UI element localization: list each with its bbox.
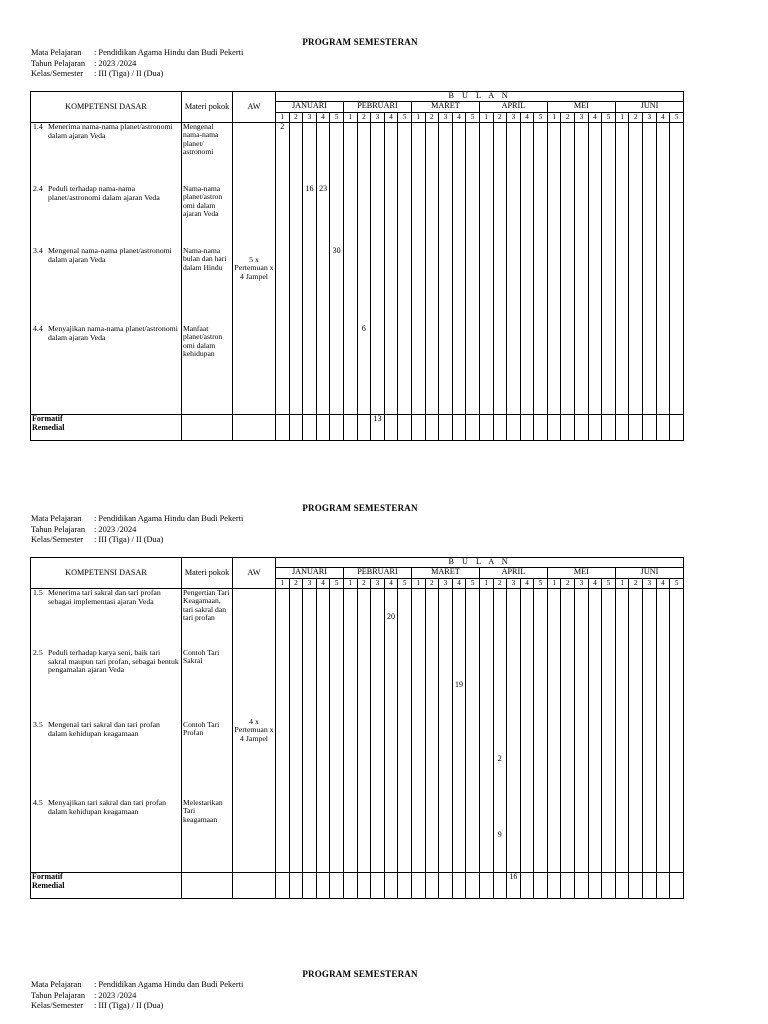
schedule-mark: 30 xyxy=(332,246,341,255)
header-aw: AW xyxy=(233,92,276,123)
week-number: 4 xyxy=(316,579,330,589)
day-cell xyxy=(588,123,602,415)
kompetensi-text: Menyajikan tari sakral dan tari profan dalam kehidupan keagamaan xyxy=(48,798,166,816)
footer-day-cell xyxy=(547,415,561,441)
week-number: 5 xyxy=(602,579,616,589)
week-number: 5 xyxy=(534,113,548,123)
meta-block xyxy=(31,48,243,80)
kompetensi-cell xyxy=(31,589,182,873)
kompetensi-text: Mengenal nama-nama planet/astronomi dalam ajaran Veda xyxy=(48,246,172,264)
footer-day-cell xyxy=(425,415,439,441)
day-cell xyxy=(357,589,371,873)
meta-key: Tahun Pelajaran xyxy=(31,58,86,68)
day-cell xyxy=(398,123,412,415)
kompetensi-number: 4.4 xyxy=(33,324,43,333)
schedule-mark: 16 xyxy=(305,184,314,193)
footer-day-cell xyxy=(343,873,357,899)
page-title: PROGRAM SEMESTERAN xyxy=(302,969,418,979)
footer-day-cell xyxy=(411,415,425,441)
week-number: 5 xyxy=(330,579,344,589)
schedule-mark: 20 xyxy=(387,612,396,621)
week-number: 2 xyxy=(561,113,575,123)
formatif-mark: 13 xyxy=(371,415,385,441)
footer-day-cell xyxy=(561,415,575,441)
kompetensi-item xyxy=(33,123,179,140)
week-number: 1 xyxy=(479,113,493,123)
day-cell xyxy=(452,589,466,873)
schedule-mark: 9 xyxy=(497,830,502,839)
remedial-label: Remedial xyxy=(32,422,65,432)
formatif-label: Formatif xyxy=(32,872,63,881)
week-number: 5 xyxy=(330,113,344,123)
footer-day-cell xyxy=(466,415,480,441)
week-number: 4 xyxy=(384,579,398,589)
week-number: 4 xyxy=(316,113,330,123)
month-header: MARET xyxy=(411,102,479,113)
day-cell xyxy=(507,589,521,873)
week-number: 4 xyxy=(520,113,534,123)
materi-item: Melestarikan Tari keagamaan xyxy=(183,798,223,824)
footer-empty xyxy=(233,415,276,441)
week-number: 1 xyxy=(343,579,357,589)
day-cell xyxy=(534,589,548,873)
materi-item: Pengertian Tari Keagamaan, tari sakral dan tari profan xyxy=(183,588,230,623)
month-header: JUNI xyxy=(615,568,683,579)
day-cell xyxy=(493,589,507,873)
week-number: 3 xyxy=(643,113,657,123)
footer-day-cell xyxy=(629,873,643,899)
week-number: 2 xyxy=(357,579,371,589)
footer-day-cell xyxy=(439,415,453,441)
week-number: 5 xyxy=(398,579,412,589)
kompetensi-number: 3.4 xyxy=(33,246,43,255)
kompetensi-item xyxy=(33,589,179,606)
footer-day-cell xyxy=(520,415,534,441)
footer-day-cell xyxy=(534,873,548,899)
week-number: 3 xyxy=(575,113,589,123)
month-header: PEBRUARI xyxy=(343,568,411,579)
day-cell xyxy=(561,123,575,415)
kompetensi-number: 1.5 xyxy=(33,588,43,597)
aw-cell: 4 x Pertemuan x 4 Jampel xyxy=(233,589,276,873)
footer-day-cell xyxy=(479,415,493,441)
header-materi: Materi pokok xyxy=(182,558,233,589)
footer-day-cell xyxy=(588,415,602,441)
meta-block xyxy=(31,514,243,546)
footer-day-cell xyxy=(303,873,317,899)
week-number: 2 xyxy=(629,579,643,589)
formatif-label: Formatif xyxy=(32,414,63,423)
footer-day-cell xyxy=(289,415,303,441)
day-cell xyxy=(466,123,480,415)
header-bulan: B U L A N xyxy=(276,92,684,102)
day-cell xyxy=(452,123,466,415)
day-cell xyxy=(289,123,303,415)
footer-day-cell xyxy=(316,415,330,441)
day-cell xyxy=(520,589,534,873)
footer-day-cell xyxy=(425,873,439,899)
page-title: PROGRAM SEMESTERAN xyxy=(302,37,418,47)
week-number: 4 xyxy=(520,579,534,589)
kompetensi-text: Menerima nama-nama planet/astronomi dalam ajaran Veda xyxy=(48,122,173,140)
footer-day-cell xyxy=(398,873,412,899)
kompetensi-item xyxy=(33,185,179,202)
footer-day-cell xyxy=(507,415,521,441)
meta-value: : Pendidikan Agama Hindu dan Budi Pekerti xyxy=(94,514,244,523)
day-cell xyxy=(547,123,561,415)
week-number: 1 xyxy=(343,113,357,123)
materi-item: Manfaat planet/astron omi dalam kehidupan xyxy=(183,324,223,359)
formatif-mark: 16 xyxy=(507,873,521,899)
day-cell xyxy=(507,123,521,415)
day-cell xyxy=(479,123,493,415)
month-header: APRIL xyxy=(479,102,547,113)
footer-labels xyxy=(31,873,182,899)
materi-item: Nama-nama planet/astron omi dalam ajaran Veda xyxy=(183,184,223,219)
day-cell xyxy=(439,123,453,415)
day-cell xyxy=(289,589,303,873)
week-number: 5 xyxy=(398,113,412,123)
week-number: 1 xyxy=(276,113,290,123)
week-number: 4 xyxy=(588,579,602,589)
week-number: 3 xyxy=(303,113,317,123)
meta-key: Kelas/Semester xyxy=(31,1001,84,1011)
schedule-mark: 2 xyxy=(497,754,502,763)
week-number: 5 xyxy=(466,579,480,589)
month-header: JANUARI xyxy=(276,102,344,113)
week-number: 3 xyxy=(439,113,453,123)
footer-day-cell xyxy=(615,873,629,899)
week-number: 1 xyxy=(547,113,561,123)
kompetensi-number: 3.5 xyxy=(33,720,43,729)
day-cell xyxy=(425,123,439,415)
footer-day-cell xyxy=(629,415,643,441)
footer-day-cell xyxy=(670,873,684,899)
week-number: 2 xyxy=(357,113,371,123)
day-cell xyxy=(343,589,357,873)
day-cell xyxy=(371,123,385,415)
day-cell xyxy=(547,589,561,873)
week-number: 1 xyxy=(411,113,425,123)
day-cell xyxy=(656,589,670,873)
footer-day-cell xyxy=(330,873,344,899)
footer-day-cell xyxy=(330,415,344,441)
week-number: 5 xyxy=(670,579,684,589)
footer-day-cell xyxy=(452,415,466,441)
meta-key: Kelas/Semester xyxy=(31,535,84,545)
footer-day-cell xyxy=(643,415,657,441)
meta-key: Mata Pelajaran xyxy=(31,514,82,523)
week-number: 4 xyxy=(656,579,670,589)
footer-day-cell xyxy=(452,873,466,899)
schedule-table xyxy=(30,557,684,899)
footer-day-cell xyxy=(289,873,303,899)
week-number: 1 xyxy=(615,579,629,589)
day-cell xyxy=(303,123,317,415)
day-cell xyxy=(575,589,589,873)
meta-key: Tahun Pelajaran xyxy=(31,524,86,534)
footer-day-cell xyxy=(276,415,290,441)
footer-day-cell xyxy=(670,415,684,441)
week-number: 2 xyxy=(289,579,303,589)
day-cell xyxy=(466,589,480,873)
footer-day-cell xyxy=(384,873,398,899)
footer-day-cell xyxy=(615,415,629,441)
meta-value: : III (Tiga) / II (Dua) xyxy=(94,535,164,545)
month-header: MEI xyxy=(547,568,615,579)
week-number: 4 xyxy=(588,113,602,123)
header-materi: Materi pokok xyxy=(182,92,233,123)
day-cell xyxy=(384,589,398,873)
footer-day-cell xyxy=(575,415,589,441)
schedule-mark: 6 xyxy=(361,324,366,333)
footer-empty xyxy=(182,873,233,899)
kompetensi-item xyxy=(33,325,179,342)
footer-day-cell xyxy=(479,873,493,899)
day-cell xyxy=(303,589,317,873)
day-cell xyxy=(615,589,629,873)
kompetensi-item xyxy=(33,721,179,738)
day-cell xyxy=(629,589,643,873)
meta-key: Tahun Pelajaran xyxy=(31,990,86,1000)
kompetensi-number: 1.4 xyxy=(33,122,43,131)
footer-day-cell xyxy=(656,873,670,899)
day-cell xyxy=(479,589,493,873)
day-cell xyxy=(670,589,684,873)
week-number: 2 xyxy=(561,579,575,589)
month-header: APRIL xyxy=(479,568,547,579)
week-number: 4 xyxy=(384,113,398,123)
day-cell xyxy=(384,123,398,415)
meta-value: : Pendidikan Agama Hindu dan Budi Pekerti xyxy=(94,980,244,989)
week-number: 1 xyxy=(276,579,290,589)
week-number: 5 xyxy=(466,113,480,123)
week-number: 1 xyxy=(411,579,425,589)
week-number: 2 xyxy=(289,113,303,123)
week-number: 1 xyxy=(479,579,493,589)
footer-day-cell xyxy=(602,415,616,441)
meta-value: : 2023 /2024 xyxy=(94,58,137,68)
day-cell xyxy=(330,123,344,415)
week-number: 2 xyxy=(425,579,439,589)
aw-cell: 5 x Pertemuan x 4 Jampel xyxy=(233,123,276,415)
day-cell xyxy=(602,123,616,415)
schedule-mark: 19 xyxy=(455,680,464,689)
footer-day-cell xyxy=(575,873,589,899)
day-cell xyxy=(602,589,616,873)
day-cell xyxy=(670,123,684,415)
day-cell xyxy=(439,589,453,873)
footer-labels xyxy=(31,415,182,441)
meta-key: Mata Pelajaran xyxy=(31,980,82,989)
day-cell xyxy=(276,123,290,415)
meta-key: Mata Pelajaran xyxy=(31,48,82,57)
materi-item: Contoh Tari Sakral xyxy=(183,648,220,666)
week-number: 3 xyxy=(371,113,385,123)
kompetensi-item xyxy=(33,247,179,264)
header-kompetensi: KOMPETENSI DASAR xyxy=(31,558,182,589)
day-cell xyxy=(411,589,425,873)
schedule-table xyxy=(30,91,684,441)
week-number: 3 xyxy=(507,113,521,123)
meta-value: : III (Tiga) / II (Dua) xyxy=(94,1001,164,1011)
month-header: MEI xyxy=(547,102,615,113)
footer-day-cell xyxy=(303,415,317,441)
materi-cell xyxy=(182,589,233,873)
meta-key: Kelas/Semester xyxy=(31,69,84,79)
day-cell xyxy=(398,589,412,873)
meta-value: : 2023 /2024 xyxy=(94,990,137,1000)
materi-item: Mengenal nama-nama planet/ astronomi xyxy=(183,122,219,157)
day-cell xyxy=(493,123,507,415)
kompetensi-text: Peduli terhadap nama-nama planet/astronomi dalam ajaran Veda xyxy=(48,184,160,202)
day-cell xyxy=(330,589,344,873)
day-cell xyxy=(520,123,534,415)
day-cell xyxy=(629,123,643,415)
header-bulan: B U L A N xyxy=(276,558,684,568)
kompetensi-text: Mengenal tari sakral dan tari profan dalam kehidupan keagamaan xyxy=(48,720,160,738)
week-number: 3 xyxy=(575,579,589,589)
kompetensi-number: 2.5 xyxy=(33,648,43,657)
week-number: 3 xyxy=(371,579,385,589)
materi-item: Nama-nama bulan dan hari dalam Hindu xyxy=(183,246,227,272)
footer-day-cell xyxy=(493,873,507,899)
week-number: 2 xyxy=(425,113,439,123)
week-number: 2 xyxy=(493,113,507,123)
week-number: 2 xyxy=(629,113,643,123)
kompetensi-number: 2.4 xyxy=(33,184,43,193)
materi-cell xyxy=(182,123,233,415)
footer-day-cell xyxy=(398,415,412,441)
month-header: JUNI xyxy=(615,102,683,113)
footer-day-cell xyxy=(534,415,548,441)
footer-empty xyxy=(233,873,276,899)
day-cell xyxy=(425,589,439,873)
day-cell xyxy=(643,589,657,873)
week-number: 4 xyxy=(656,113,670,123)
week-number: 3 xyxy=(643,579,657,589)
week-number: 2 xyxy=(493,579,507,589)
day-cell xyxy=(588,589,602,873)
day-cell xyxy=(316,589,330,873)
month-header: PEBRUARI xyxy=(343,102,411,113)
day-cell xyxy=(411,123,425,415)
day-cell xyxy=(575,123,589,415)
day-cell xyxy=(357,123,371,415)
month-header: JANUARI xyxy=(276,568,344,579)
day-cell xyxy=(561,589,575,873)
day-cell xyxy=(343,123,357,415)
week-number: 3 xyxy=(439,579,453,589)
footer-day-cell xyxy=(493,415,507,441)
day-cell xyxy=(276,589,290,873)
day-cell xyxy=(371,589,385,873)
header-aw: AW xyxy=(233,558,276,589)
week-number: 3 xyxy=(507,579,521,589)
day-cell xyxy=(615,123,629,415)
footer-day-cell xyxy=(520,873,534,899)
footer-day-cell xyxy=(466,873,480,899)
footer-day-cell xyxy=(357,873,371,899)
footer-day-cell xyxy=(316,873,330,899)
footer-empty xyxy=(182,415,233,441)
week-number: 1 xyxy=(547,579,561,589)
kompetensi-item xyxy=(33,799,179,816)
footer-day-cell xyxy=(643,873,657,899)
kompetensi-number: 4.5 xyxy=(33,798,43,807)
schedule-mark: 23 xyxy=(319,184,328,193)
week-number: 1 xyxy=(615,113,629,123)
footer-day-cell xyxy=(371,873,385,899)
meta-block xyxy=(31,980,243,1012)
week-number: 5 xyxy=(670,113,684,123)
footer-day-cell xyxy=(547,873,561,899)
week-number: 4 xyxy=(452,113,466,123)
meta-value: : III (Tiga) / II (Dua) xyxy=(94,69,164,79)
kompetensi-item xyxy=(33,649,179,675)
footer-day-cell xyxy=(602,873,616,899)
day-cell xyxy=(316,123,330,415)
schedule-mark: 2 xyxy=(280,122,285,131)
header-kompetensi: KOMPETENSI DASAR xyxy=(31,92,182,123)
kompetensi-text: Menerima tari sakral dan tari profan sebagai implementasi ajaran Veda xyxy=(48,588,161,606)
footer-day-cell xyxy=(588,873,602,899)
page-title: PROGRAM SEMESTERAN xyxy=(302,503,418,513)
day-cell xyxy=(643,123,657,415)
meta-value: : 2023 /2024 xyxy=(94,524,137,534)
day-cell xyxy=(534,123,548,415)
kompetensi-text: Peduli terhadap karya seni, baik tari sakral maupun tari profan, sebagai bentuk pengamalan ajaran Veda xyxy=(48,648,179,675)
footer-day-cell xyxy=(384,415,398,441)
footer-day-cell xyxy=(411,873,425,899)
week-number: 3 xyxy=(303,579,317,589)
week-number: 4 xyxy=(452,579,466,589)
kompetensi-text: Menyajikan nama-nama planet/astronomi dalam ajaran Veda xyxy=(48,324,178,342)
footer-day-cell xyxy=(357,415,371,441)
kompetensi-cell xyxy=(31,123,182,415)
footer-day-cell xyxy=(656,415,670,441)
month-header: MARET xyxy=(411,568,479,579)
day-cell xyxy=(656,123,670,415)
materi-item: Contoh Tari Profan xyxy=(183,720,220,738)
footer-day-cell xyxy=(276,873,290,899)
meta-value: : Pendidikan Agama Hindu dan Budi Pekerti xyxy=(94,48,244,57)
footer-day-cell xyxy=(561,873,575,899)
remedial-label: Remedial xyxy=(32,880,65,890)
week-number: 5 xyxy=(534,579,548,589)
week-number: 5 xyxy=(602,113,616,123)
footer-day-cell xyxy=(439,873,453,899)
footer-day-cell xyxy=(343,415,357,441)
